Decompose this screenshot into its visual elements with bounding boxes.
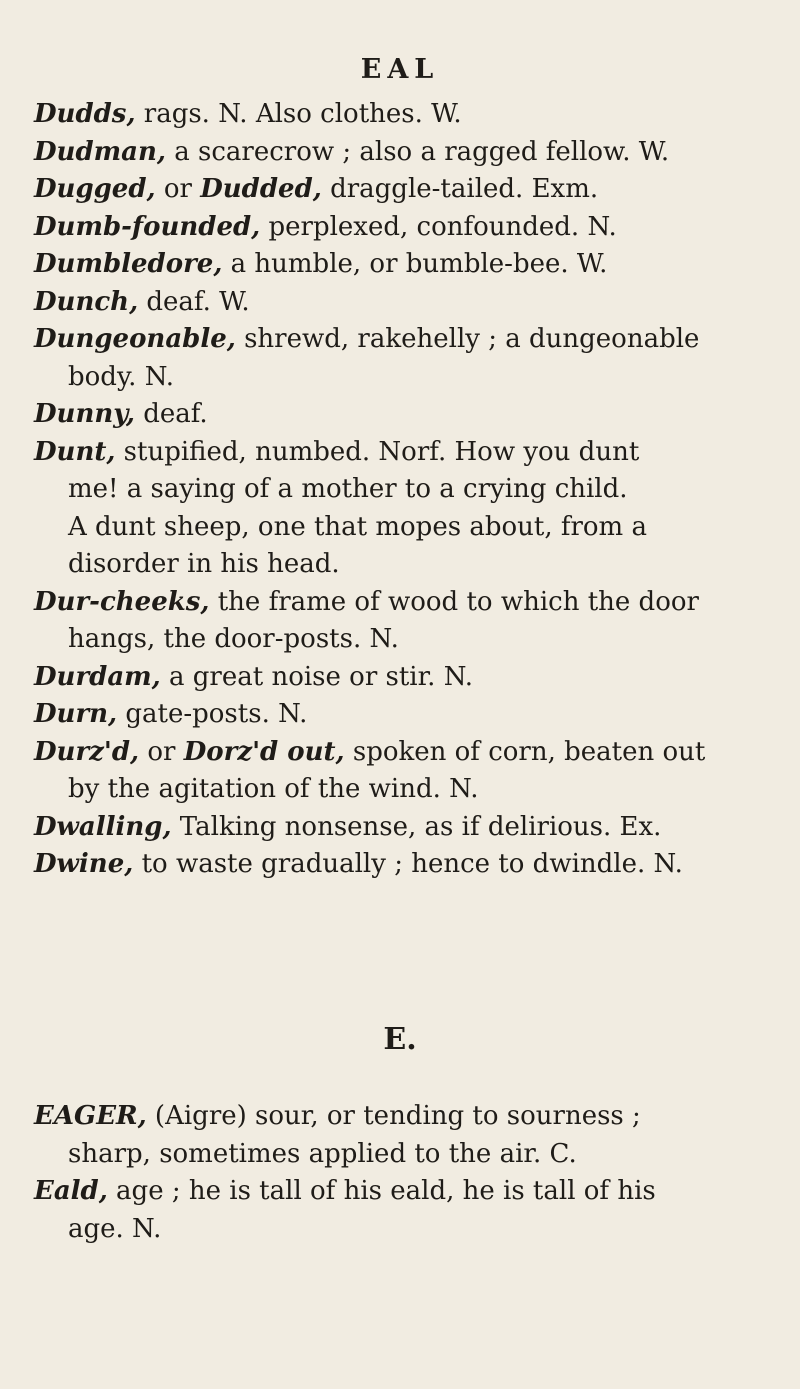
entry-definition: age ; he is tall of his eald, he is tall of his bbox=[107, 1176, 656, 1206]
entry-line bbox=[34, 209, 774, 247]
dictionary-entry bbox=[34, 321, 774, 396]
dictionary-entry bbox=[34, 809, 774, 847]
entry-definition: stupified, numbed. Norf. How you dunt bbox=[115, 436, 640, 467]
entry-definition: perplexed, confounded. N. bbox=[260, 211, 617, 242]
entry-continuation-line: age. N. bbox=[68, 1213, 162, 1244]
entry-headword-variant: Dorz'd out, bbox=[183, 736, 345, 767]
entry-continuation-line: hangs, the door-posts. N. bbox=[68, 624, 399, 654]
entry-continuation-line: sharp, sometimes applied to the air. C. bbox=[68, 1138, 577, 1169]
dictionary-entry bbox=[34, 134, 774, 172]
entry-definition: rags. N. Also clothes. W. bbox=[135, 99, 462, 129]
entry-headword: Eald, bbox=[34, 1176, 108, 1206]
entry-line bbox=[34, 396, 774, 434]
entry-definition: shrewd, rakehelly ; a dungeonable bbox=[235, 324, 700, 354]
entry-line bbox=[34, 846, 774, 884]
dictionary-entry bbox=[34, 171, 774, 209]
entry-line bbox=[34, 171, 774, 209]
entry-headword: Dwalling, bbox=[34, 811, 172, 842]
entry-definition: draggle-tailed. Exm. bbox=[321, 174, 599, 204]
entry-line bbox=[34, 809, 774, 847]
entry-line bbox=[34, 1098, 774, 1136]
dictionary-entry bbox=[34, 246, 774, 284]
entry-definition: (Aigre) sour, or tending to sourness ; bbox=[146, 1101, 641, 1131]
entry-headword: Dudds, bbox=[34, 99, 136, 129]
dictionary-entry bbox=[34, 396, 774, 434]
entry-continuation-line: body. N. bbox=[68, 361, 175, 392]
dictionary-entry bbox=[34, 696, 774, 734]
running-header: EAL bbox=[360, 54, 440, 85]
entry-definition: a humble, or bumble-bee. W. bbox=[222, 249, 608, 279]
entry-headword: Dwine, bbox=[34, 849, 134, 879]
entry-headword: Durn, bbox=[34, 699, 118, 729]
entry-continuation-line: by the agitation of the wind. N. bbox=[68, 774, 479, 804]
entry-definition: Talking nonsense, as if delirious. Ex. bbox=[171, 811, 662, 842]
entry-line bbox=[34, 434, 774, 472]
dictionary-entry bbox=[34, 1173, 774, 1248]
entry-headword: Dunny, bbox=[34, 399, 135, 429]
dictionary-entry bbox=[34, 434, 774, 584]
dictionary-entry bbox=[34, 659, 774, 697]
entry-line bbox=[34, 659, 774, 697]
entries-block-d bbox=[34, 96, 774, 884]
entry-definition: to waste gradually ; hence to dwindle. N. bbox=[133, 849, 683, 879]
entry-headword: Dungeonable, bbox=[34, 324, 236, 354]
entry-headword: Dunt, bbox=[34, 436, 116, 467]
section-letter: E. bbox=[383, 1022, 417, 1057]
entry-definition: gate-posts. N. bbox=[117, 699, 308, 729]
dictionary-entry bbox=[34, 846, 774, 884]
entry-headword: Durdam, bbox=[34, 661, 161, 692]
entry-headword: Dunch, bbox=[34, 286, 139, 317]
entry-line bbox=[34, 134, 774, 172]
dictionary-entry bbox=[34, 284, 774, 322]
entry-line bbox=[34, 246, 774, 284]
entry-definition: a scarecrow ; also a ragged fellow. W. bbox=[165, 136, 670, 167]
entry-line bbox=[34, 1173, 774, 1211]
entry-headword: Durz'd, bbox=[34, 736, 140, 767]
entry-line bbox=[34, 321, 774, 359]
entry-headword: Dumb-founded, bbox=[34, 211, 261, 242]
dictionary-entry bbox=[34, 209, 774, 247]
entry-headword: Dudman, bbox=[34, 136, 166, 167]
entry-definition: spoken of corn, beaten out bbox=[344, 736, 706, 767]
dictionary-entry bbox=[34, 1098, 774, 1173]
entry-definition: deaf. bbox=[134, 399, 208, 429]
entry-headword: Dugged, bbox=[34, 174, 156, 204]
entry-definition: or bbox=[139, 736, 184, 767]
dictionary-entry bbox=[34, 584, 774, 659]
entry-line bbox=[34, 696, 774, 734]
entry-continuation-line: me! a saying of a mother to a crying child. bbox=[68, 474, 628, 504]
entry-definition: deaf. W. bbox=[138, 286, 250, 317]
entry-line bbox=[34, 584, 774, 622]
entry-line bbox=[34, 96, 774, 134]
entry-headword-variant: Dudded, bbox=[200, 174, 322, 204]
entry-continuation-line: A dunt sheep, one that mopes about, from a bbox=[68, 511, 647, 542]
entry-line bbox=[34, 284, 774, 322]
entry-definition: a great noise or stir. N. bbox=[160, 661, 474, 692]
entry-line bbox=[34, 734, 774, 772]
entry-definition: the frame of wood to which the door bbox=[209, 586, 699, 617]
entry-headword: Dumbledore, bbox=[34, 249, 223, 279]
dictionary-entry bbox=[34, 734, 774, 809]
entries-block-e bbox=[34, 1098, 774, 1248]
entry-headword: EAGER, bbox=[34, 1101, 147, 1131]
dictionary-entry bbox=[34, 96, 774, 134]
entry-continuation-line: disorder in his head. bbox=[68, 549, 340, 579]
entry-headword: Dur-cheeks, bbox=[34, 586, 210, 617]
entry-definition: or bbox=[155, 174, 201, 204]
